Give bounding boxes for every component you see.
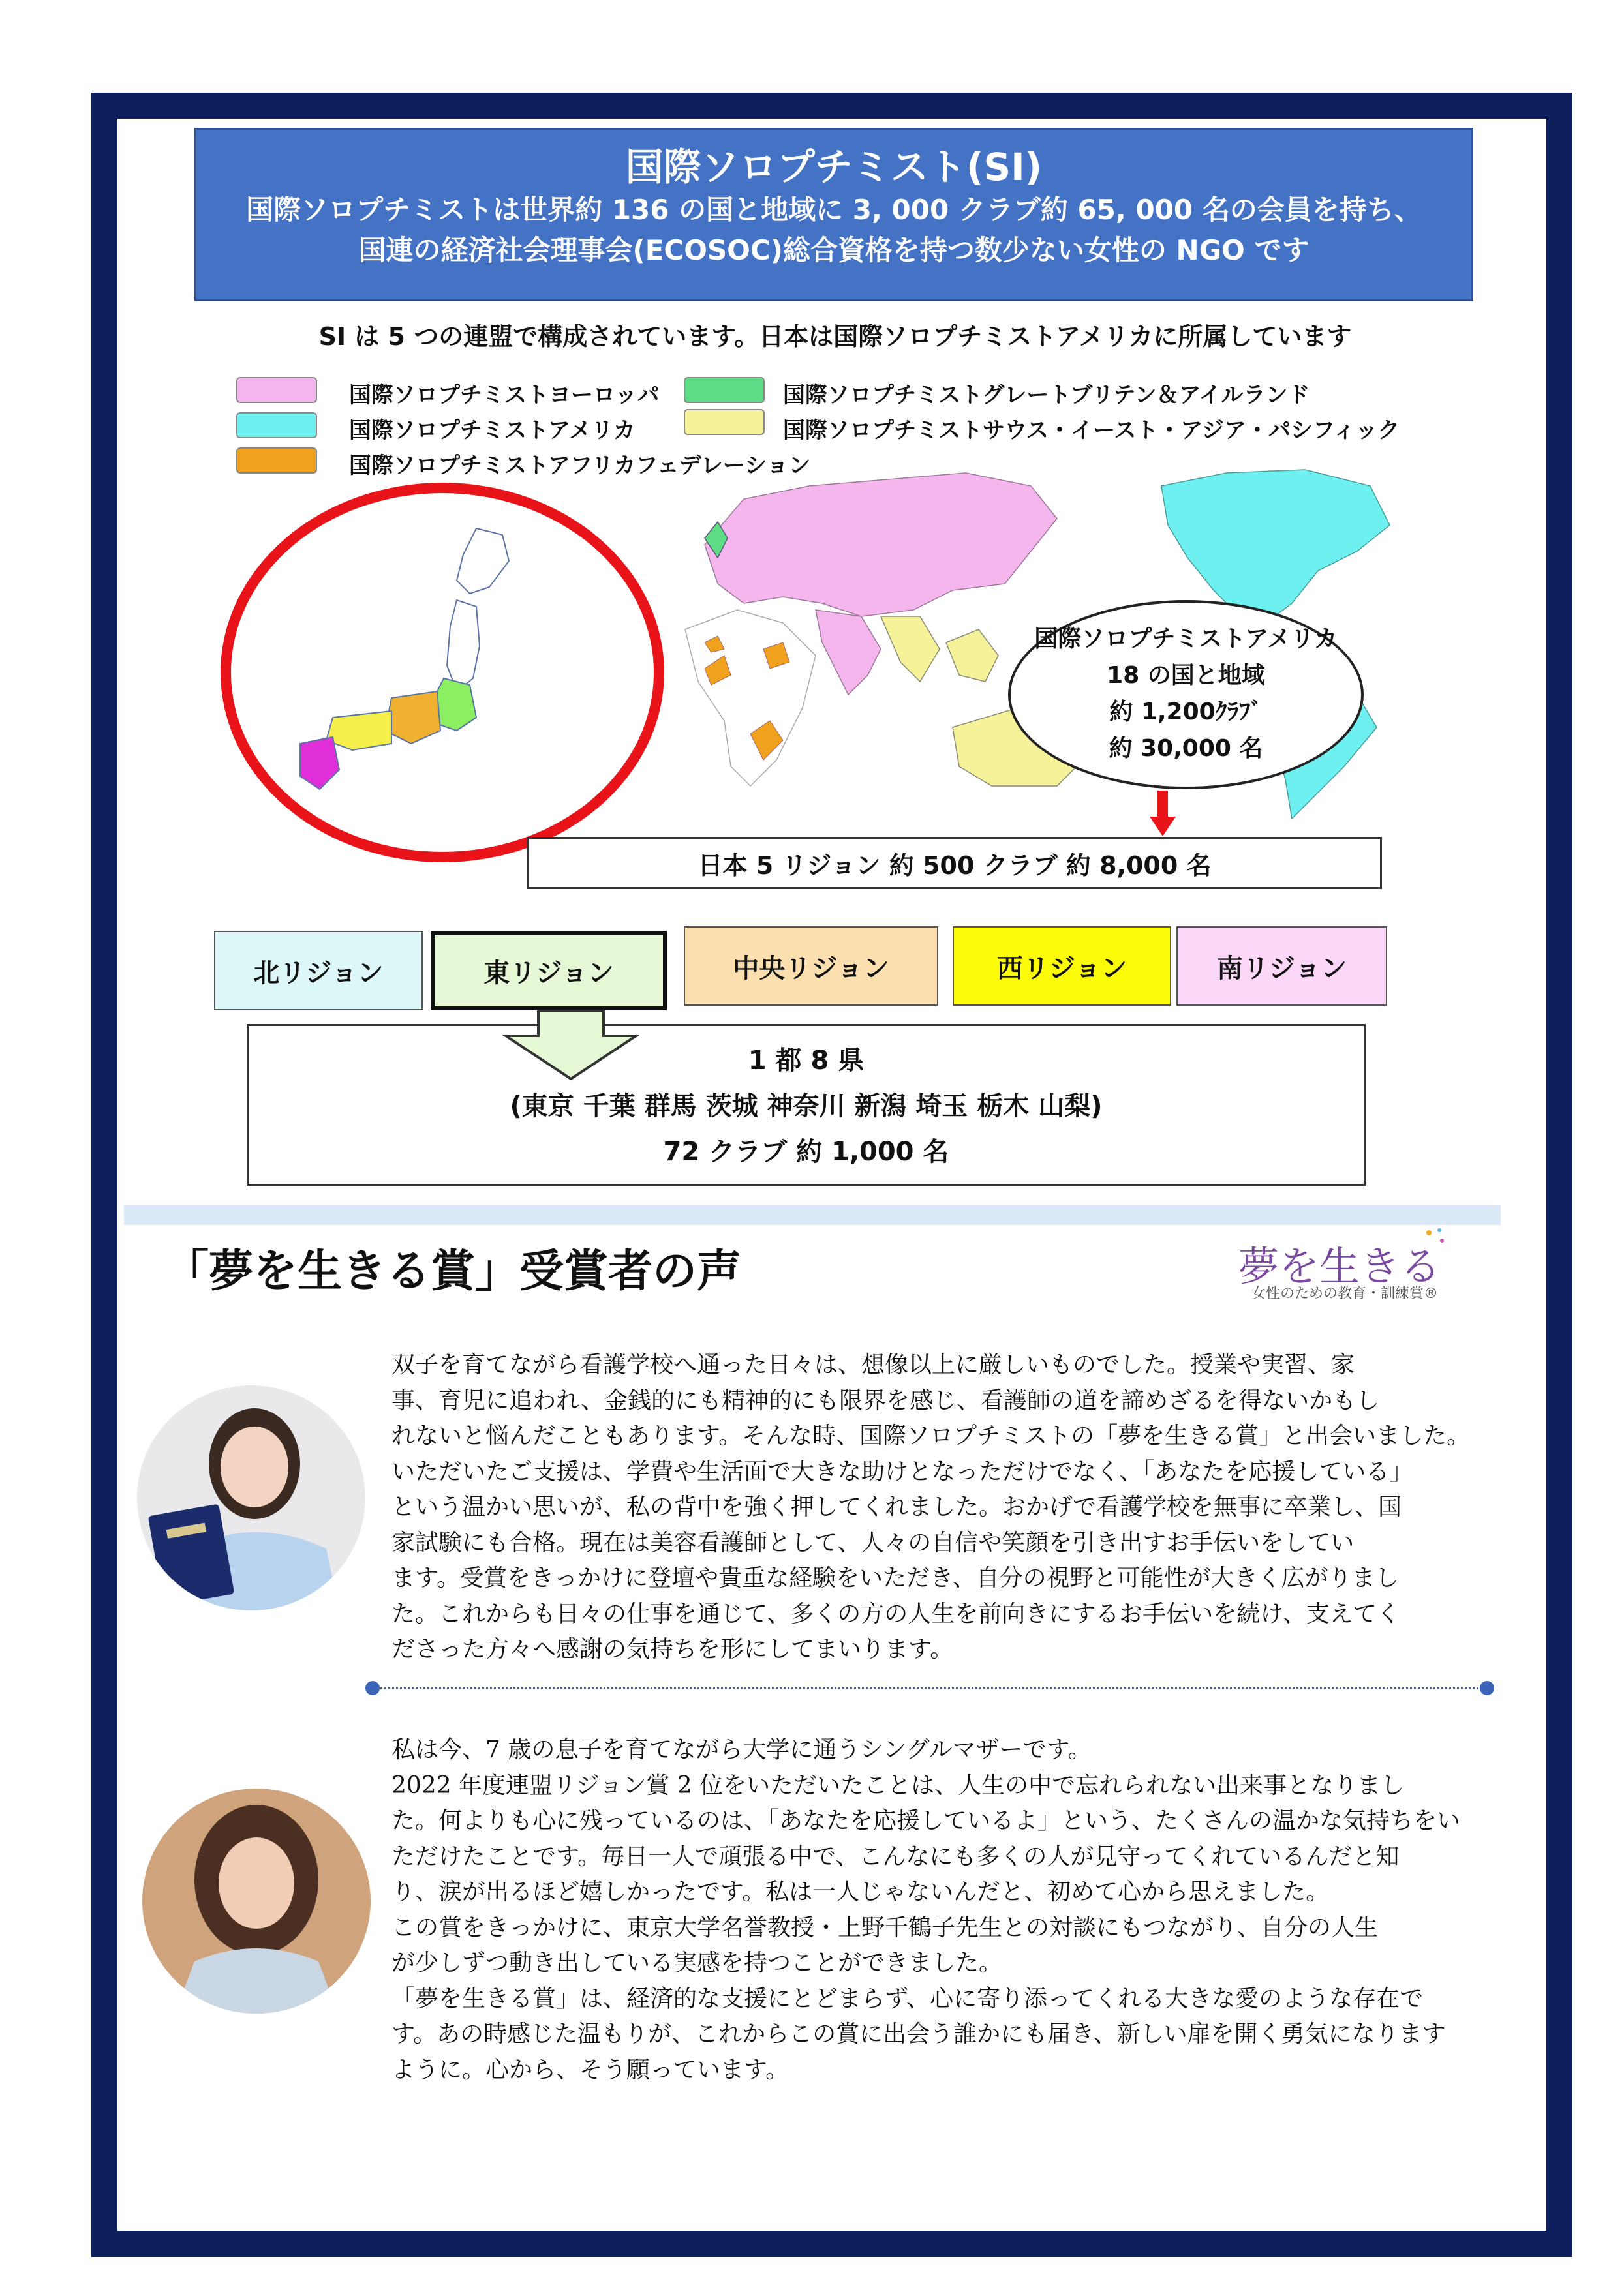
winner2-line: す。あの時感じた温もりが、これからこの賞に出会う誰かにも届き、新しい扉を開く勇気になります	[391, 2021, 1446, 2047]
region-east: 東リジョン	[431, 931, 667, 1010]
legend-swatch-great-britain	[684, 377, 765, 403]
si-description-line1: 国際ソロプチミストは世界約 136 の国と地域に 3, 000 クラブ約 65, 000 名の会員を持ち、	[246, 194, 1422, 226]
winner1-line: いただいたご支援は、学費や生活面で大きな助けとなっただけでなく、「あなたを応援している」	[391, 1458, 1413, 1485]
winner1-line: 事、育児に追われ、金銭的にも精神的にも限界を感じ、看護師の道を諦めざるを得ないかもし	[391, 1387, 1380, 1414]
si-header-box	[194, 128, 1473, 301]
map-region-europe-asia	[705, 473, 1057, 616]
east-prefecture-count: 1 都 8 県	[748, 1046, 865, 1076]
map-region-south-asia	[881, 616, 940, 682]
winner2-line: 私は今、7 歳の息子を育てながら大学に通うシングルマザーです。	[391, 1736, 1092, 1763]
legend-label-europe: 国際ソロプチミストヨーロッパ	[349, 382, 660, 408]
sparkle-icon	[1422, 1226, 1448, 1252]
callout-line3: 約 1,200ｸﾗﾌﾞ	[1109, 699, 1263, 725]
winner1-testimonial	[391, 1348, 1470, 1668]
winner2-line: ただけたことです。毎日一人で頑張る中で、こんなにも多くの人が見守ってくれているんだと知	[391, 1843, 1400, 1870]
legend-label-great-britain: 国際ソロプチミストグレートブリテン＆アイルランド	[783, 382, 1310, 408]
legend-label-africa: 国際ソロプチミストアフリカフェデレーション	[349, 453, 811, 479]
winner1-photo	[137, 1385, 365, 1610]
si-title: 国際ソロプチミスト(SI)	[625, 145, 1043, 189]
east-detail-arrow-icon	[502, 1010, 639, 1081]
si-description-line2: 国連の経済社会理事会(ECOSOC)総合資格を持つ数少ない女性の NGO です	[358, 234, 1310, 266]
winner1-line: という温かい思いが、私の背中を強く押してくれました。おかげで看護学校を無事に卒業し、国	[391, 1494, 1402, 1520]
yume-logo-title: 夢を生きる	[1238, 1243, 1441, 1290]
legend-label-sea-pacific: 国際ソロプチミストサウス・イースト・アジア・パシフィック	[783, 417, 1400, 444]
winner1-line: た。これからも日々の仕事を通じて、多くの方の人生を前向きにするお手伝いを続け、支えてく	[391, 1600, 1400, 1627]
winner1-line: れないと悩んだこともあります。そんな時、国際ソロプチミストの「夢を生きる賞」と出会いました。	[391, 1423, 1471, 1449]
winner2-line: た。何よりも心に残っているのは、「あなたを応援しているよ」という、たくさんの温かな気持ちをい	[391, 1807, 1461, 1834]
winner2-line: り、涙が出るほど嬉しかったです。私は一人じゃないんだと、初めて心から思えました。	[391, 1879, 1330, 1905]
callout-line1: 国際ソロプチミストアメリカ	[1034, 626, 1338, 652]
divider-dot-right	[1480, 1681, 1494, 1695]
legend-swatch-europe	[236, 377, 317, 403]
map-region-africa	[685, 610, 816, 786]
federation-intro: SI は 5 つの連盟で構成されています。日本は国際ソロプチミストアメリカに所属しています	[318, 322, 1352, 351]
map-region-middle-east	[816, 610, 881, 695]
region-west: 西リジョン	[953, 926, 1171, 1006]
winner2-line: この賞をきっかけに、東京大学名誉教授・上野千鶴子先生との対談にもつながり、自分の人生	[391, 1914, 1379, 1941]
winner1-line: ださった方々へ感謝の気持ちを形にしてまいります。	[391, 1636, 954, 1663]
region-north: 北リジョン	[214, 931, 423, 1010]
japan-highlight-oval	[221, 483, 664, 862]
region-central: 中央リジョン	[684, 926, 938, 1006]
east-region-detail-box	[247, 1024, 1366, 1186]
east-club-count: 72 クラブ 約 1,000 名	[663, 1137, 949, 1167]
winner1-line: 双子を育てながら看護学校へ通った日々は、想像以上に厳しいものでした。授業や実習、家	[391, 1352, 1355, 1378]
japan-summary-box: 日本 5 リジョン 約 500 クラブ 約 8,000 名	[527, 837, 1382, 889]
region-south: 南リジョン	[1176, 926, 1387, 1006]
map-region-se-asia	[946, 629, 998, 682]
east-prefecture-list: (東京 千葉 群馬 茨城 神奈川 新潟 埼玉 栃木 山梨)	[510, 1091, 1103, 1121]
testimonial-divider	[372, 1687, 1488, 1689]
legend-swatch-africa	[236, 447, 317, 474]
down-arrow-icon	[1150, 791, 1176, 838]
winner2-line: 2022 年度連盟リジョン賞 2 位をいただいたことは、人生の中で忘れられない出来事となりまし	[391, 1772, 1405, 1799]
legend-label-america: 国際ソロプチミストアメリカ	[349, 417, 636, 444]
winner2-line: が少しずつ動き出している実感を持つことができました。	[391, 1950, 1003, 1976]
legend-swatch-america	[236, 412, 317, 438]
legend-swatch-sea-pacific	[684, 409, 765, 435]
callout-line2: 18 の国と地域	[1107, 662, 1265, 689]
yume-logo-subtitle: 女性のための教育・訓練賞®	[1251, 1286, 1439, 1302]
winner1-line: 家試験にも合格。現在は美容看護師として、人々の自信や笑顔を引き出すお手伝いをしてい	[391, 1529, 1355, 1556]
winner2-line: ように。心から、そう願っています。	[391, 2056, 789, 2083]
section-divider-band	[124, 1205, 1501, 1225]
si-america-callout	[1008, 600, 1364, 789]
winner2-testimonial	[391, 1732, 1460, 2088]
winner1-line: ます。受賞をきっかけに登壇や貴重な経験をいただき、自分の視野と可能性が大きく広がりまし	[391, 1565, 1399, 1592]
winner2-photo	[142, 1789, 371, 2014]
callout-line4: 約 30,000 名	[1109, 735, 1263, 762]
winner2-line: 「夢を生きる賞」は、経済的な支援にとどまらず、心に寄り添ってくれる大きな愛のような存在で	[391, 1985, 1424, 2012]
voices-section-title: 「夢を生きる賞」受賞者の声	[164, 1245, 742, 1297]
